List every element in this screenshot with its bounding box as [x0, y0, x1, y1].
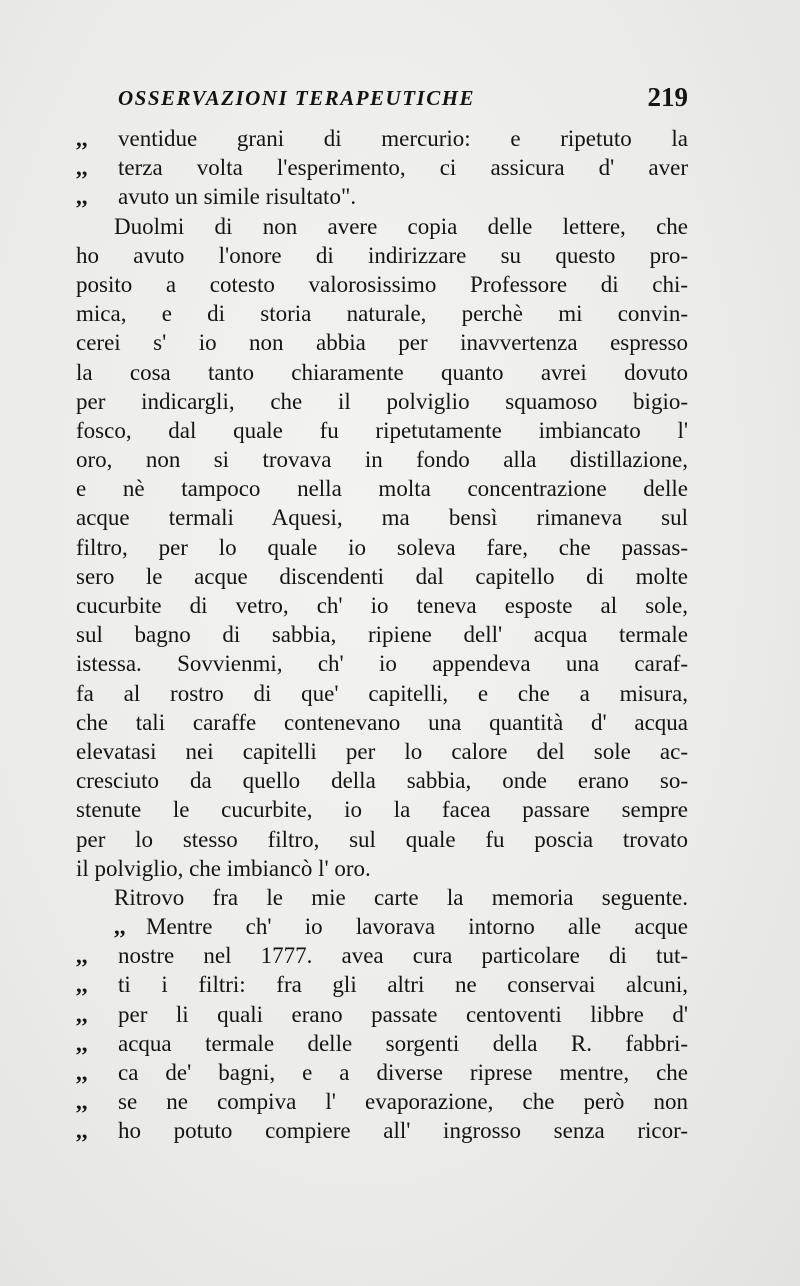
quote-mark: ,, — [76, 1001, 88, 1027]
text-line — [76, 1058, 688, 1087]
line-text: nostre nel 1777. avea cura particolare di tut- — [118, 943, 688, 969]
text-line: cucurbite di vetro, ch' io teneva esposte al sole, — [76, 593, 688, 618]
text-line: e nè tampoco nella molta concentrazione delle — [76, 476, 688, 502]
line-text: avuto un simile risultato". — [118, 184, 357, 210]
text-line: fosco, dal quale fu ripetutamente imbiancato l' — [76, 417, 688, 443]
quote-mark: ,, — [76, 1060, 88, 1085]
text-line — [76, 1000, 688, 1029]
text-line: stenute le cucurbite, io la facea passare sempre — [76, 797, 688, 823]
text-line: cerei s' io non abbia per inavvertenza espresso — [76, 330, 688, 356]
text-line — [76, 153, 688, 182]
text-line: mica, e di storia naturale, perchè mi convin- — [76, 301, 688, 327]
quote-mark: ,, — [76, 1089, 88, 1115]
text-line — [76, 1029, 688, 1058]
line-text: acqua termale delle sorgenti della R. fabbri- — [118, 1030, 688, 1056]
page-number: 219 — [647, 82, 688, 112]
text-line: che tali caraffe contenevano una quantità d' acqua — [76, 709, 688, 735]
body-text — [76, 124, 688, 1146]
text-line: istessa. Sovvienmi, ch' io appendeva una caraf- — [76, 651, 688, 677]
text-line: per lo stesso filtro, sul quale fu poscia trovato — [76, 826, 688, 852]
line-text: terza volta l'esperimento, ci assicura d' aver — [118, 155, 688, 181]
text-line — [76, 1087, 688, 1116]
text-line — [76, 941, 688, 970]
quote-mark: ,, — [76, 155, 88, 181]
quote-mark: ,, — [114, 914, 126, 940]
text-line — [76, 124, 688, 153]
text-line: la cosa tanto chiaramente quanto avrei dovuto — [76, 359, 688, 385]
text-line: filtro, per lo quale io soleva fare, che passas- — [76, 534, 688, 560]
quote-mark: ,, — [76, 943, 88, 969]
paragraph-start-line: Duolmi di non avere copia delle lettere, che — [114, 213, 688, 239]
text-line: acque termali Aquesi, ma bensì rimaneva sul — [76, 505, 688, 531]
text-line: il polviglio, che imbiancò l' oro. — [76, 855, 371, 881]
text-line: posito a cotesto valorosissimo Professore di chi- — [76, 271, 688, 297]
text-line — [76, 970, 688, 999]
text-line — [76, 912, 688, 941]
running-title: OSSERVAZIONI TERAPEUTICHE — [118, 86, 476, 110]
text-line: sero le acque discendenti dal capitello di molte — [76, 563, 688, 589]
page-header — [118, 82, 688, 120]
quote-mark: ,, — [76, 1118, 88, 1144]
line-text: ca de' bagni, e a diverse riprese mentre, che — [118, 1060, 688, 1085]
text-line — [76, 1116, 688, 1145]
line-text: ventidue grani di mercurio: e ripetuto la — [118, 126, 688, 151]
quote-mark: ,, — [76, 184, 88, 210]
text-line: fa al rostro di que' capitelli, e che a misura, — [76, 680, 688, 706]
text-line: per indicargli, che il polviglio squamoso bigio- — [76, 388, 688, 414]
text-line: sul bagno di sabbia, ripiene dell' acqua termale — [76, 622, 688, 648]
quote-mark: ,, — [76, 1030, 88, 1056]
line-text: ti i filtri: fra gli altri ne conservai alcuni, — [118, 972, 688, 998]
quote-mark: ,, — [76, 126, 88, 151]
quote-mark: ,, — [76, 972, 88, 998]
line-text: se ne compiva l' evaporazione, che però non — [118, 1089, 688, 1115]
text-line: cresciuto da quello della sabbia, onde erano so- — [76, 768, 688, 794]
line-text: ho potuto compiere all' ingrosso senza ricor- — [118, 1118, 688, 1144]
text-line: oro, non si trovava in fondo alla distillazione, — [76, 447, 688, 473]
line-text: Mentre ch' io lavorava intorno alle acque — [146, 914, 688, 940]
line-text: per li quali erano passate centoventi libbre d' — [118, 1001, 688, 1027]
paragraph-start-line: Ritrovo fra le mie carte la memoria seguente. — [114, 884, 688, 910]
text-line: ho avuto l'onore di indirizzare su questo pro- — [76, 242, 688, 268]
text-line: elevatasi nei capitelli per lo calore del sole ac- — [76, 738, 688, 764]
text-line — [76, 182, 688, 211]
